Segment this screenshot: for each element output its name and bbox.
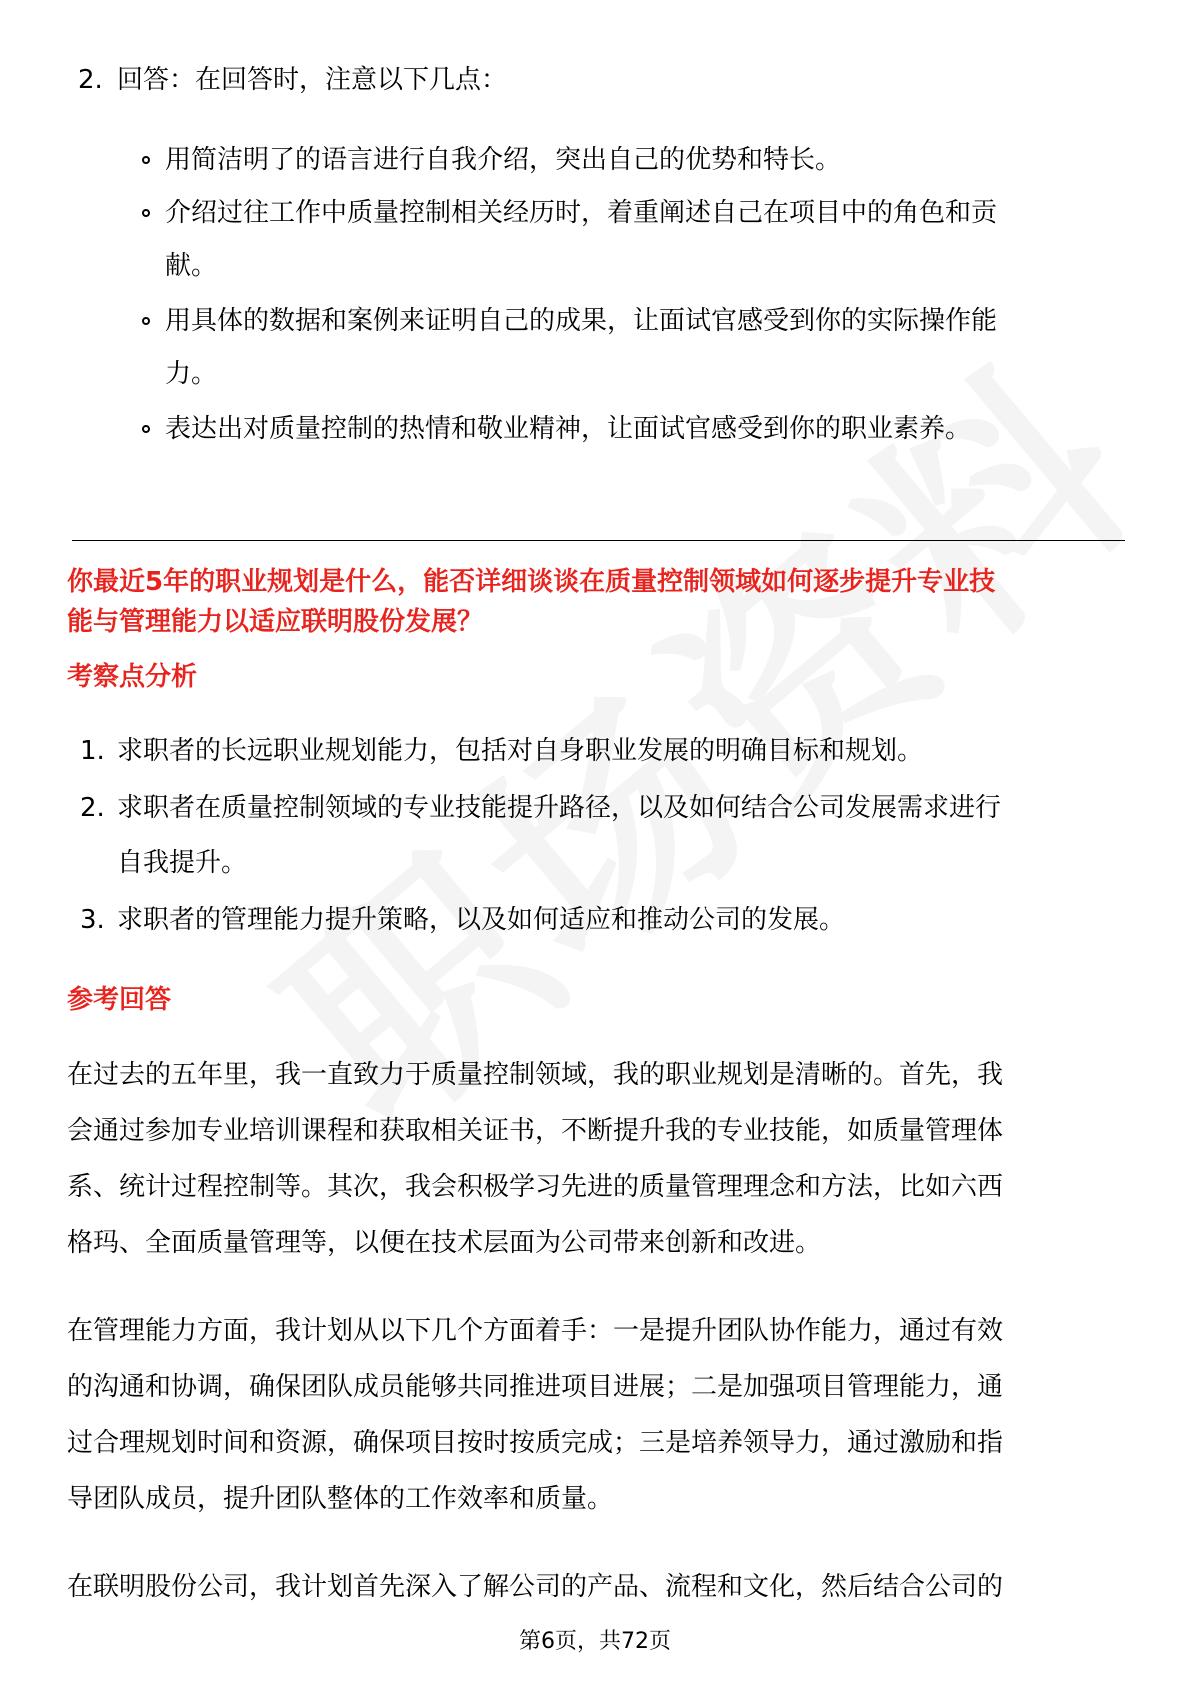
- page-number: 第6页，共72页: [519, 1629, 671, 1654]
- paragraph-line: 系、统计过程控制等。其次，我会积极学习先进的质量管理理念和方法，比如六西: [67, 1172, 1004, 1202]
- sub-bullet-text: 介绍过往工作中质量控制相关经历时，着重阐述自己在项目中的角色和贡: [165, 198, 998, 228]
- list-item-text: 自我提升。: [117, 848, 248, 878]
- paragraph-line: 在过去的五年里，我一直致力于质量控制领域，我的职业规划是清晰的。首先，我: [67, 1060, 1004, 1090]
- section-heading: 参考回答: [67, 985, 172, 1015]
- question-title: 你最近5年的职业规划是什么，能否详细谈谈在质量控制领域如何逐步提升专业技: [67, 567, 996, 597]
- bullet-icon: [142, 156, 150, 164]
- list-item-text: 求职者在质量控制领域的专业技能提升路径，以及如何结合公司发展需求进行: [117, 793, 1002, 823]
- list-item-text: 求职者的管理能力提升策略，以及如何适应和推动公司的发展。: [117, 905, 846, 935]
- paragraph-line: 的沟通和协调，确保团队成员能够共同推进项目进展；二是加强项目管理能力，通: [67, 1372, 1004, 1402]
- bullet-icon: [142, 425, 150, 433]
- list-item-text: 求职者的长远职业规划能力，包括对自身职业发展的明确目标和规划。: [117, 736, 924, 766]
- list-item-text: 回答：在回答时，注意以下几点：: [117, 65, 508, 95]
- list-number: 2.: [78, 65, 103, 95]
- paragraph-line: 会通过参加专业培训课程和获取相关证书，不断提升我的专业技能，如质量管理体: [67, 1116, 1004, 1146]
- bullet-icon: [142, 317, 150, 325]
- sub-bullet-text: 献。: [165, 251, 218, 281]
- sub-bullet-text: 用简洁明了的语言进行自我介绍，突出自己的优势和特长。: [165, 145, 842, 175]
- paragraph-line: 在管理能力方面，我计划从以下几个方面着手：一是提升团队协作能力，通过有效: [67, 1316, 1004, 1346]
- question-title: 能与管理能力以适应联明股份发展？: [67, 607, 484, 637]
- paragraph-line: 格玛、全面质量管理等，以便在技术层面为公司带来创新和改进。: [67, 1228, 822, 1258]
- bullet-icon: [142, 209, 150, 217]
- section-divider: [72, 540, 1125, 541]
- list-number: 2.: [80, 793, 105, 823]
- sub-bullet-text: 力。: [165, 359, 218, 389]
- paragraph-line: 导团队成员，提升团队整体的工作效率和质量。: [67, 1484, 614, 1514]
- list-number: 3.: [80, 905, 105, 935]
- sub-bullet-text: 表达出对质量控制的热情和敬业精神，让面试官感受到你的职业素养。: [165, 414, 972, 444]
- list-number: 1.: [80, 736, 105, 766]
- sub-bullet-text: 用具体的数据和案例来证明自己的成果，让面试官感受到你的实际操作能: [165, 306, 998, 336]
- paragraph-line: 在联明股份公司，我计划首先深入了解公司的产品、流程和文化，然后结合公司的: [67, 1572, 1004, 1602]
- section-heading: 考察点分析: [67, 662, 198, 692]
- paragraph-line: 过合理规划时间和资源，确保项目按时按质完成；三是培养领导力，通过激励和指: [67, 1428, 1004, 1458]
